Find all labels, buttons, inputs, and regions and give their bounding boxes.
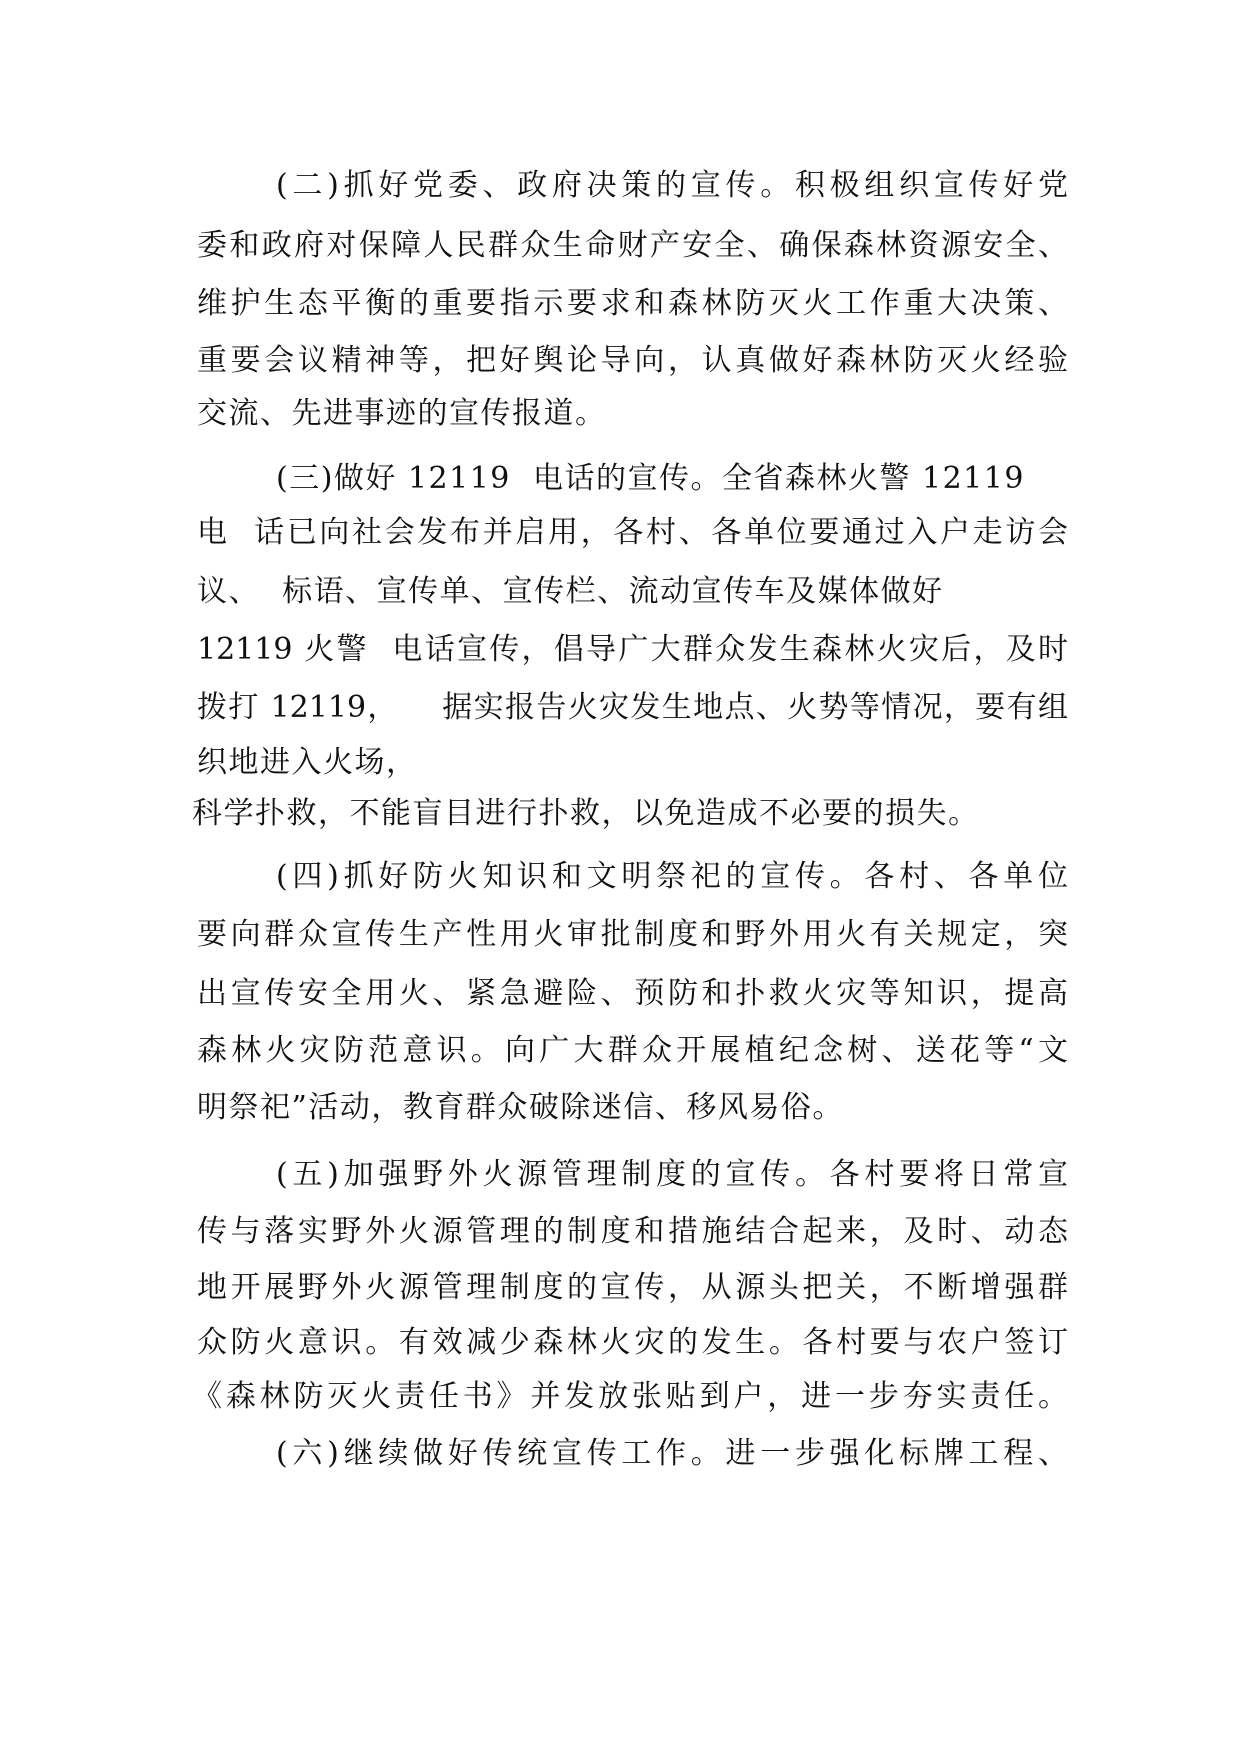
text-line: 重要会议精神等，把好舆论导向，认真做好森林防灭火经验 — [197, 343, 1068, 378]
text-line: 12119 火警 电话宣传，倡导广大群众发生森林火灾后，及时 — [197, 632, 1068, 667]
text-line: 众防火意识。有效减少森林火灾的发生。各村要与农户签订 — [197, 1325, 1068, 1360]
text-line: 议、 标语、宣传单、宣传栏、流动宣传车及媒体做好 — [197, 574, 944, 609]
text-line: (六)继续做好传统宣传工作。进一步强化标牌工程、 — [276, 1436, 1068, 1471]
text-line: (二)抓好党委、政府决策的宣传。积极组织宣传好党 — [276, 168, 1068, 203]
text-line: 维护生态平衡的重要指示要求和森林防灭火工作重大决策、 — [197, 286, 1068, 321]
text-line: 出宣传安全用火、紧急避险、预防和扑救火灾等知识，提高 — [197, 976, 1068, 1011]
text-line: 科学扑救，不能盲目进行扑救，以免造成不必要的损失。 — [192, 796, 980, 831]
text-line: 拨打 12119， 据实报告火灾发生地点、火势等情况，要有组 — [197, 690, 1068, 725]
text-line: (五)加强野外火源管理制度的宣传。各村要将日常宣 — [276, 1157, 1068, 1192]
text-line: 电 话已向社会发布并启用，各村、各单位要通过入户走访会 — [197, 515, 1068, 550]
text-line: 交流、先进事迹的宣传报道。 — [197, 396, 607, 431]
text-line: 地开展野外火源管理制度的宣传，从源头把关，不断增强群 — [197, 1270, 1068, 1305]
text-line: (三)做好 12119 电话的宣传。全省森林火警 12119 — [276, 461, 1025, 496]
text-line: 要向群众宣传生产性用火审批制度和野外用火有关规定，突 — [197, 917, 1068, 952]
text-line: 《森林防灭火责任书》并发放张贴到户，进一步夯实责任。 — [192, 1379, 1068, 1414]
text-line: 明祭祀”活动，教育群众破除迷信、移风易俗。 — [197, 1090, 844, 1125]
text-line: 森林火灾防范意识。向广大群众开展植纪念树、送花等“文 — [197, 1033, 1068, 1068]
text-line: 织地进入火场， — [197, 745, 418, 780]
text-line: 传与落实野外火源管理的制度和措施结合起来，及时、动态 — [197, 1214, 1068, 1249]
text-line: (四)抓好防火知识和文明祭祀的宣传。各村、各单位 — [276, 859, 1068, 894]
text-line: 委和政府对保障人民群众生命财产安全、确保森林资源安全、 — [197, 228, 1068, 263]
